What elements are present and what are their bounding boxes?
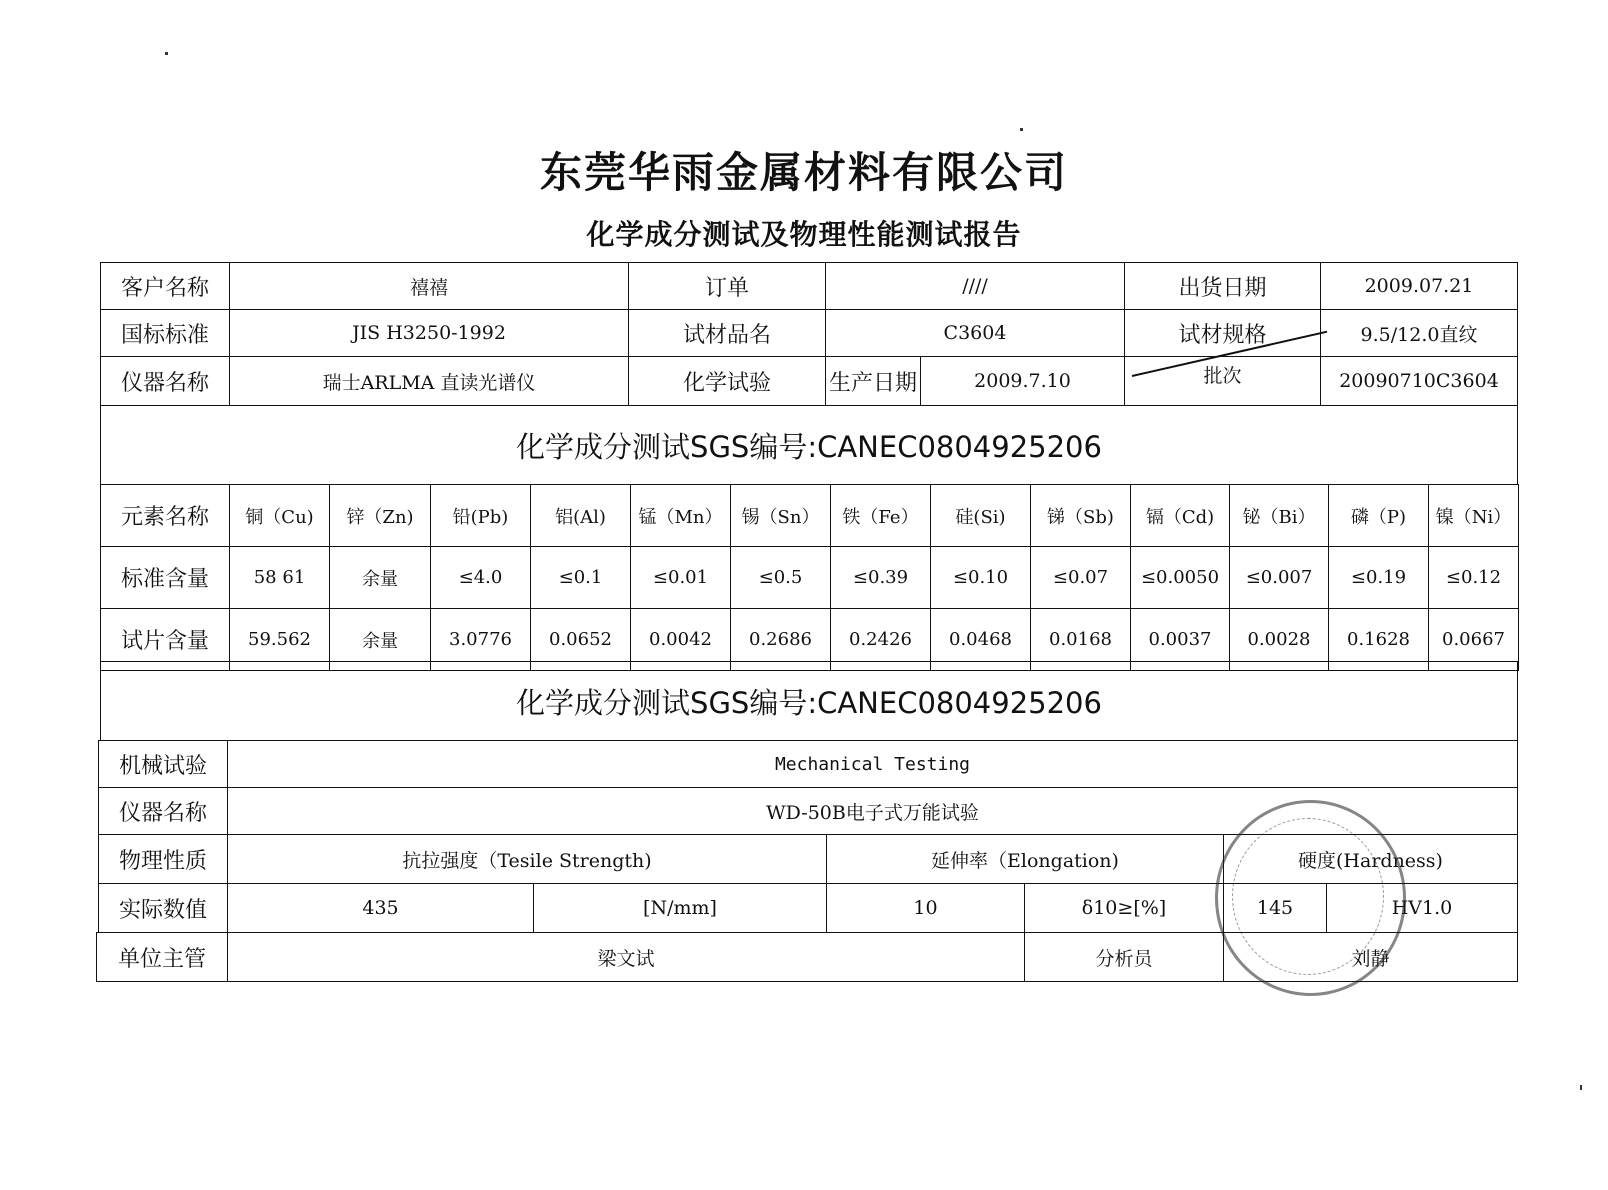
element-cell: 镉（Cd) xyxy=(1130,484,1230,547)
company-title: 东莞华雨金属材料有限公司 xyxy=(539,148,1068,197)
standard-cell: 余量 xyxy=(329,546,431,609)
chem-test-label: 化学试验 xyxy=(628,356,826,406)
standard-cell: ≤0.0050 xyxy=(1130,546,1230,609)
hardness-value: 145 xyxy=(1223,883,1327,933)
elongation-value: 10 xyxy=(826,883,1025,933)
mech-test-value: Mechanical Testing xyxy=(227,740,1518,788)
sample-cell: 0.2426 xyxy=(830,608,931,671)
ship-date-label: 出货日期 xyxy=(1124,262,1321,310)
supervisor-label: 单位主管 xyxy=(96,932,228,982)
standard-cell: 58 61 xyxy=(229,546,330,609)
batch-label: 批次 xyxy=(1124,356,1321,406)
material-name-label: 试材品名 xyxy=(628,309,826,357)
tensile-label: 抗拉强度（Tesile Strength) xyxy=(227,834,827,884)
standard-cell: ≤4.0 xyxy=(430,546,531,609)
prod-date-value: 2009.7.10 xyxy=(920,356,1125,406)
hardness-unit: HV1.0 xyxy=(1326,883,1518,933)
element-cell: 铁（Fe） xyxy=(830,484,931,547)
standard-cell: ≤0.19 xyxy=(1328,546,1429,609)
customer-label: 客户名称 xyxy=(100,262,230,310)
sample-cell: 0.0468 xyxy=(930,608,1031,671)
standard-value: JIS H3250-1992 xyxy=(229,309,629,357)
element-cell: 锰（Mn） xyxy=(630,484,731,547)
element-cell: 锡（Sn） xyxy=(730,484,831,547)
tensile-unit: [N/mm] xyxy=(533,883,827,933)
property-label: 物理性质 xyxy=(98,834,228,884)
actual-label: 实际数值 xyxy=(98,883,228,933)
chem-section-title: 化学成分测试SGS编号:CANEC0804925206 xyxy=(100,405,1518,485)
order-label: 订单 xyxy=(628,262,826,310)
prod-date-label: 生产日期 xyxy=(825,356,921,406)
element-cell: 硅(Si) xyxy=(930,484,1031,547)
element-cell: 铅(Pb) xyxy=(430,484,531,547)
ship-date-value: 2009.07.21 xyxy=(1320,262,1518,310)
sample-row-label: 试片含量 xyxy=(100,608,230,671)
standard-cell: ≤0.1 xyxy=(530,546,631,609)
standard-cell: ≤0.01 xyxy=(630,546,731,609)
element-cell: 铜（Cu) xyxy=(229,484,330,547)
standard-cell: ≤0.07 xyxy=(1030,546,1131,609)
instrument-value: 瑞士ARLMA 直读光谱仪 xyxy=(229,356,629,406)
element-cell: 铝(Al) xyxy=(530,484,631,547)
sample-cell: 0.0168 xyxy=(1030,608,1131,671)
elongation-unit: δ10≥[%] xyxy=(1024,883,1224,933)
scan-speck xyxy=(165,52,168,55)
batch-value: 20090710C3604 xyxy=(1320,356,1518,406)
standard-cell: ≤0.007 xyxy=(1229,546,1329,609)
mech-instrument-value: WD-50B电子式万能试验 xyxy=(227,787,1518,835)
sample-cell: 0.0652 xyxy=(530,608,631,671)
standard-cell: ≤0.12 xyxy=(1428,546,1519,609)
element-cell: 磷（P) xyxy=(1328,484,1429,547)
elongation-label: 延伸率（Elongation) xyxy=(826,834,1224,884)
sample-cell: 0.2686 xyxy=(730,608,831,671)
analyst-label: 分析员 xyxy=(1024,932,1224,982)
element-cell: 锌（Zn) xyxy=(329,484,431,547)
hardness-label: 硬度(Hardness) xyxy=(1223,834,1518,884)
sample-cell: 3.0776 xyxy=(430,608,531,671)
supervisor-value: 梁文试 xyxy=(227,932,1025,982)
sample-cell: 0.0667 xyxy=(1428,608,1519,671)
element-cell: 铋（Bi） xyxy=(1229,484,1329,547)
sample-cell: 0.0028 xyxy=(1229,608,1329,671)
material-name-value: C3604 xyxy=(825,309,1125,357)
sample-cell: 59.562 xyxy=(229,608,330,671)
standard-row-label: 标准含量 xyxy=(100,546,230,609)
scan-speck xyxy=(1020,128,1023,131)
customer-value: 禧禧 xyxy=(229,262,629,310)
sample-cell: 余量 xyxy=(329,608,431,671)
scan-speck xyxy=(1580,1085,1582,1090)
mech-test-label: 机械试验 xyxy=(98,740,228,788)
report-title: 化学成分测试及物理性能测试报告 xyxy=(586,218,1022,251)
sample-cell: 0.0037 xyxy=(1130,608,1230,671)
element-cell: 锑（Sb) xyxy=(1030,484,1131,547)
spec-value: 9.5/12.0直纹 xyxy=(1320,309,1518,357)
standard-cell: ≤0.10 xyxy=(930,546,1031,609)
element-row-label: 元素名称 xyxy=(100,484,230,547)
mech-section-title: 化学成分测试SGS编号:CANEC0804925206 xyxy=(100,661,1518,741)
analyst-value: 刘静 xyxy=(1223,932,1518,982)
company-seal-inner-ring xyxy=(1232,818,1384,975)
mech-instrument-label: 仪器名称 xyxy=(98,787,228,835)
element-cell: 镍（Ni） xyxy=(1428,484,1519,547)
sample-cell: 0.0042 xyxy=(630,608,731,671)
spec-label: 试材规格 xyxy=(1124,309,1321,357)
sample-cell: 0.1628 xyxy=(1328,608,1429,671)
standard-cell: ≤0.5 xyxy=(730,546,831,609)
tensile-value: 435 xyxy=(227,883,534,933)
standard-cell: ≤0.39 xyxy=(830,546,931,609)
order-value: //// xyxy=(825,262,1125,310)
instrument-label: 仪器名称 xyxy=(100,356,230,406)
standard-label: 国标标准 xyxy=(100,309,230,357)
